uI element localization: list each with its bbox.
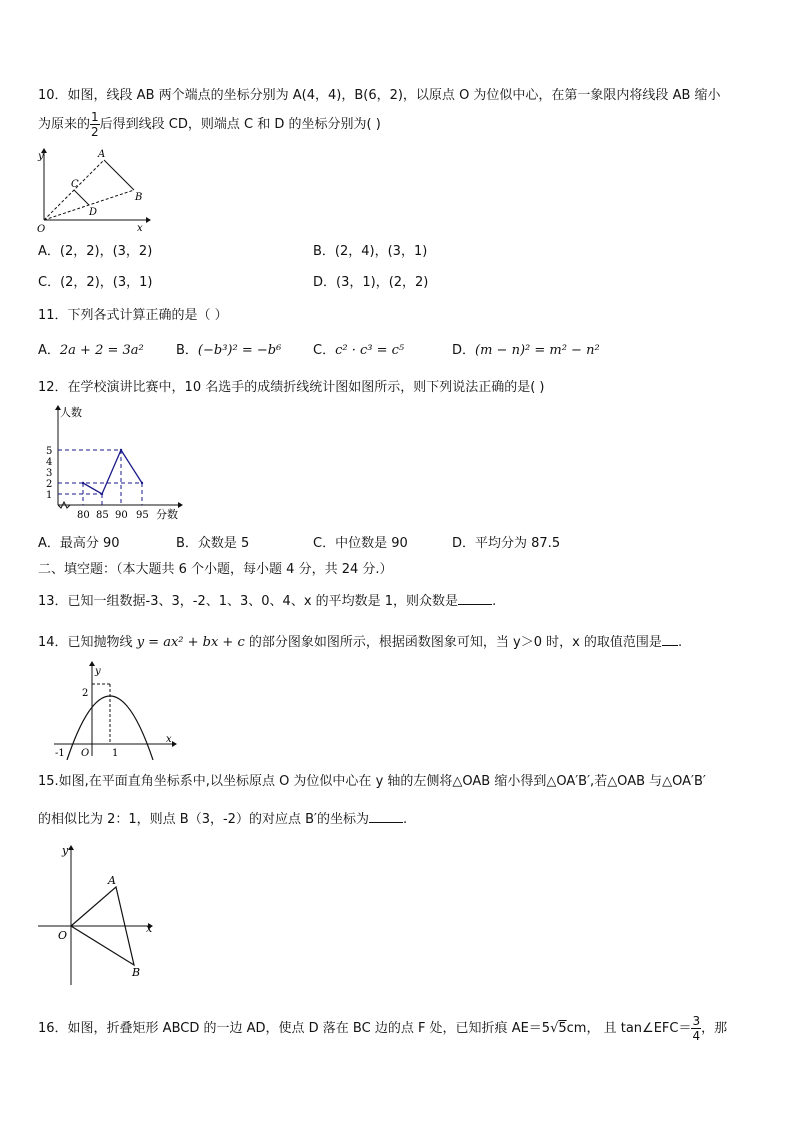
chart-ytick-label: 2 [46, 479, 53, 490]
q14-expr: y = ax² + bx + c [136, 635, 245, 650]
chart-point [82, 482, 84, 484]
q14-post: 的部分图象如图所示，根据函数图象可知，当 y＞0 时，x 的取值范围是 [248, 635, 662, 650]
q15-fig-O: O [58, 929, 68, 942]
q12-line-chart [38, 402, 188, 522]
q15-fig-y: y [62, 844, 69, 857]
q14-fig-O: O [81, 748, 90, 759]
chart-xtick-label: 90 [115, 510, 128, 521]
q14-pre: 14．已知抛物线 [38, 635, 133, 650]
chart-xtick-label: 95 [136, 510, 149, 521]
chart-series-line [83, 450, 142, 494]
q11-option-d[interactable] [452, 339, 600, 358]
q11-option-c-expr: c² · c³ = c⁵ [335, 343, 405, 358]
q10-fig-D: D [89, 207, 98, 218]
q13-answer-blank[interactable] [458, 592, 492, 605]
q14-figure [50, 660, 180, 760]
chart-xtick-label: 85 [96, 510, 109, 521]
chart-point [101, 493, 103, 495]
q11-option-c[interactable] [313, 339, 404, 358]
chart-ytick-label: 5 [46, 446, 53, 457]
q10-line2-pre: 为原来的 [38, 117, 91, 132]
q10-option-b[interactable]: B．(2，4)，(3，1) [313, 244, 428, 259]
chart-xlabel: 分数 [156, 508, 178, 521]
q15-fig-B: B [132, 966, 141, 979]
q16-pre: 16．如图，折叠矩形 ABCD 的一边 AD，使点 D 落在 BC 边的点 F 处，已知折痕 AE＝5 [38, 1021, 551, 1036]
q12-option-b[interactable]: B．众数是 5 [176, 536, 250, 551]
chart-point [120, 449, 122, 451]
q10-fig-C: C [71, 179, 79, 190]
q14-fig-tick-1: 1 [112, 748, 119, 759]
q11-option-a-expr: 2a + 2 = 3a² [59, 343, 144, 358]
q10-frac-den: 2 [91, 125, 99, 139]
q14-fig-tick-neg1: -1 [55, 748, 65, 759]
chart-ytick-label: 3 [46, 468, 53, 479]
q16-fraction [691, 1014, 701, 1043]
q11-option-d-label: D． [452, 343, 476, 358]
q10-fig-x: x [137, 223, 143, 234]
q10-figure [34, 145, 154, 235]
q10-line1: 10．如图，线段 AB 两个端点的坐标分别为 A(4，4)，B(6，2)，以原点 O 为位似中心，在第一象限内将线段 AB 缩小 [38, 88, 721, 103]
q16-post: ，那 [701, 1021, 728, 1036]
q11-option-a-label: A． [38, 343, 60, 358]
chart-ytick-label: 1 [46, 490, 53, 501]
q14-stem: 14．已知抛物线 y = ax² + bx + c 的部分图象如图所示，根据函数图象可知，当 y＞0 时，x 的取值范围是 . [38, 635, 683, 650]
q14-fig-x: x [166, 734, 172, 745]
q16-stem [38, 1014, 727, 1043]
q11-stem: 11．下列各式计算正确的是（ ） [38, 308, 228, 323]
q10-option-a[interactable]: A．(2，2)，(3，2) [38, 244, 153, 259]
q12-option-d[interactable]: D．平均分为 87.5 [452, 536, 561, 551]
q12-stem: 12．在学校演讲比赛中，10 名选手的成绩折线统计图如图所示，则下列说法正确的是( ) [38, 380, 545, 395]
q11-option-a[interactable] [38, 339, 144, 358]
q10-line2 [38, 110, 381, 139]
q14-answer-blank[interactable] [662, 633, 678, 646]
q10-fig-O: O [37, 224, 46, 235]
q10-line2-post: 后得到线段 CD，则端点 C 和 D 的坐标分别为( ) [99, 117, 381, 132]
q15-line2: 的相似比为 2：1，则点 B（3，-2）的对应点 B′的坐标为 . [38, 812, 408, 827]
q11-option-b-label: B． [176, 343, 198, 358]
section-2-heading: 二、填空题：（本大题共 6 个小题，每小题 4 分，共 24 分.） [38, 562, 393, 577]
chart-ytick-label: 4 [46, 457, 53, 468]
sqrt-icon: √ [550, 1021, 559, 1036]
q14-fig-y: y [95, 666, 101, 677]
chart-point [141, 482, 143, 484]
q13-stem: 13．已知一组数据-3、3，-2、1、3、0、4、x 的平均数是 1，则众数是 . [38, 594, 497, 609]
q10-option-c[interactable]: C．(2，2)，(3，1) [38, 275, 153, 290]
chart-xtick-label: 80 [77, 510, 90, 521]
q16-frac-num: 3 [692, 1014, 701, 1028]
q10-fig-B: B [135, 192, 143, 203]
q16-mid: cm， 且 tan∠EFC＝ [566, 1021, 692, 1036]
chart-x-axis-arrow [178, 502, 183, 508]
q10-fig-y: y [38, 151, 44, 162]
q15-fig-x: x [146, 922, 153, 935]
q13-text: 13．已知一组数据-3、3，-2、1、3、0、4、x 的平均数是 1，则众数是 [38, 594, 459, 609]
q10-fraction [90, 110, 100, 139]
q11-option-b-expr: (−b³)² = −b⁶ [197, 343, 282, 358]
q15-figure [36, 840, 166, 990]
q10-fig-A: A [98, 149, 106, 160]
q11-option-d-expr: (m − n)² = m² − n² [475, 343, 600, 358]
q15-line1: 15.如图,在平面直角坐标系中,以坐标原点 O 为位似中心在 y 轴的左侧将△OAB 缩小得到△OA′B′,若△OAB 与△OA′B′ [38, 774, 706, 789]
q14-fig-tick-2: 2 [82, 688, 89, 699]
q11-option-b[interactable] [176, 339, 281, 358]
q11-option-c-label: C． [313, 343, 336, 358]
q16-sqrt-radicand: 5 [558, 1021, 567, 1036]
q15-answer-blank[interactable] [369, 810, 403, 823]
q10-frac-num: 1 [91, 110, 99, 124]
q16-frac-den: 4 [692, 1029, 701, 1043]
q15-line2-text: 的相似比为 2：1，则点 B（3，-2）的对应点 B′的坐标为 [38, 812, 369, 827]
q10-option-d[interactable]: D．(3，1)，(2，2) [313, 275, 429, 290]
q15-fig-A: A [108, 874, 116, 887]
chart-ylabel: 人数 [60, 406, 82, 419]
q12-option-c[interactable]: C．中位数是 90 [313, 536, 408, 551]
q12-option-a[interactable]: A．最高分 90 [38, 536, 120, 551]
